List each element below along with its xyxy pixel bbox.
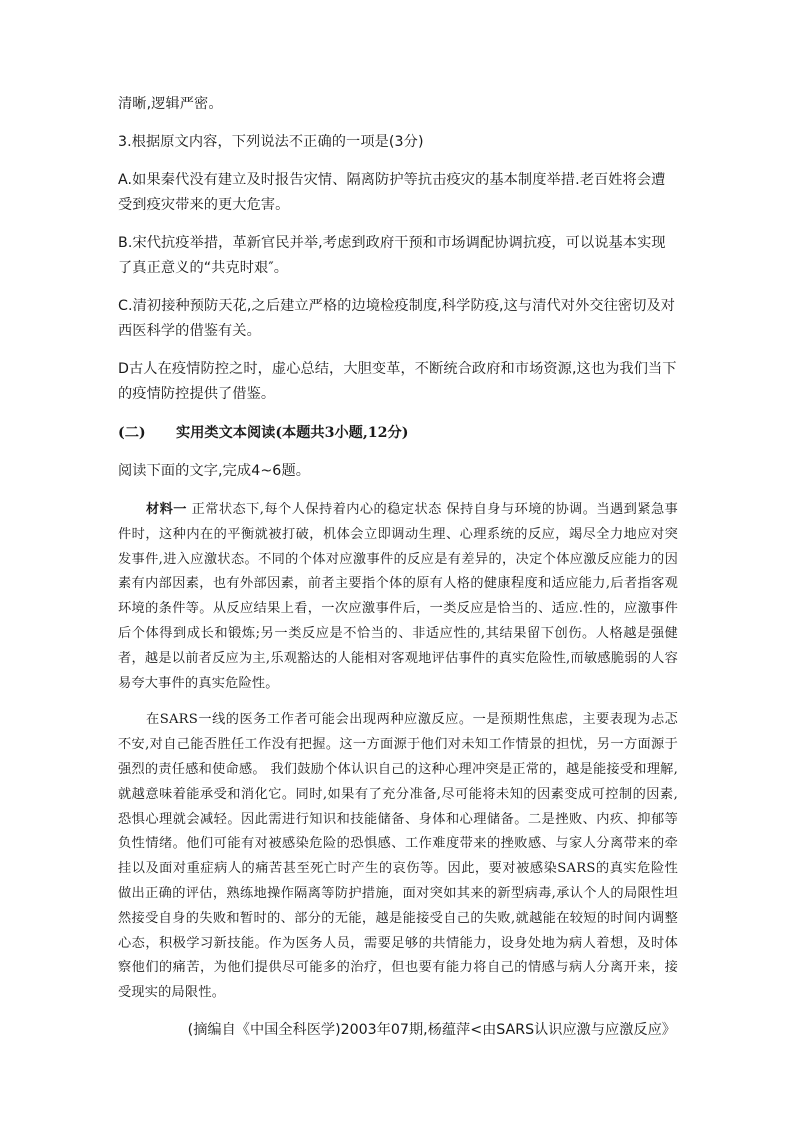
- material-paragraph-2: 在SARS一线的医务工作者可能会出现两种应激反应。一是预期性焦虑，主要表现为忐忑不安,对自己能否胜任工作没有把握。这一方面源于他们对未知工作情景的担忧，另一方面源于强烈的责任感和使命感。 我们鼓励个体认识自己的这种心理冲突是正常的，越是能接受和理解,就越意味着能承受和消化它。同时,如果有了充分准备,尽可能将未知的因素变成可控制的因素,恐惧心理就会减轻。因此需进行知识和技能储备、身体和心理储备。二是挫败、内疚、抑郁等负性情绪。他们可能有对被感染危险的恐惧感、工作难度带来的挫败感、与家人分离带来的牵挂以及面对重症病人的痛苦甚至死亡时产生的哀伤等。因此，要对被感染SARS的真实危险性做出正确的评估，熟练地操作隔离等防护措施，面对突如其来的新型病毒,承认个人的局限性坦然接受自身的失败和暂时的、部分的无能，越是能接受自己的失败,就越能在较短的时间内调整心态，积极学习新技能。作为医务人员，需要足够的共情能力，设身处地为病人着想，及时体察他们的痛苦，为他们提供尽可能多的治疗，但也要有能力将自己的情感与病人分离开来，接受现实的局限性。: [118, 712, 678, 1001]
- option-b: B.宋代抗疫举措，革新官民并举,考虑到政府干预和市场调配协调抗疫，可以说基本实现了真正意义的“共克时艰″。: [118, 235, 666, 276]
- question-3: 3.根据原文内容，下列说法不正确的一项是(3分): [118, 134, 424, 150]
- section-number: (二): [118, 425, 146, 441]
- material-lead: 材料一: [146, 502, 187, 517]
- option-c: C.清初接种预防天花,之后建立严格的边境检疫制度,科学防疫,这与清代对外交往密切及对西医科学的借鉴有关。: [118, 298, 676, 339]
- text-line: 清晰,逻辑严密。: [118, 96, 223, 112]
- option-d: D古人在疫情防控之时，虚心总结，大胆变革，不断统合政府和市场资源,这也为我们当下的疫情防控提供了借鉴。: [118, 361, 677, 402]
- document-page: [118, 92, 678, 1057]
- material-text-1: 正常状态下,每个人保持着内心的稳定状态 保持自身与环境的协调。当遇到紧急事件时，这种内在的平衡就被打破，机体会立即调动生理、心理系统的反应，竭尽全力地应对突发事件,进入应激状态。不同的个体对应激事件的反应是有差异的，决定个体应激反应能力的因素有内部因素，也有外部因素，前者主要指个体的原有人格的健康程度和适应能力,后者指客观环境的条件等。从反应结果上看，一次应激事件后，一类反应是恰当的、适应.性的，应激事件后个体得到成长和锻炼;另一类反应是不恰当的、非适应性的,其结果留下创伤。人格越是强健者，越是以前者反应为主,乐观豁达的人能相对客观地评估事件的真实危险性,而敏感脆弱的人容易夸大事件的真实危险性。: [118, 502, 678, 691]
- section-title: 实用类文本阅读(本题共3小题,12分): [176, 425, 409, 441]
- instruction: 阅读下面的文字,完成4~6题。: [118, 463, 311, 479]
- section-heading: [118, 421, 678, 446]
- option-a: A.如果秦代没有建立及时报告灾情、隔离防护等抗击疫灾的基本制度举措.老百姓将会遭受到疫灾带来的更大危害。: [118, 172, 666, 213]
- source-citation: (摘编自《中国全科医学)2003年07期,杨蕴萍<由SARS认识应激与应激反应》: [187, 1021, 676, 1038]
- material-paragraph-1: [118, 498, 678, 696]
